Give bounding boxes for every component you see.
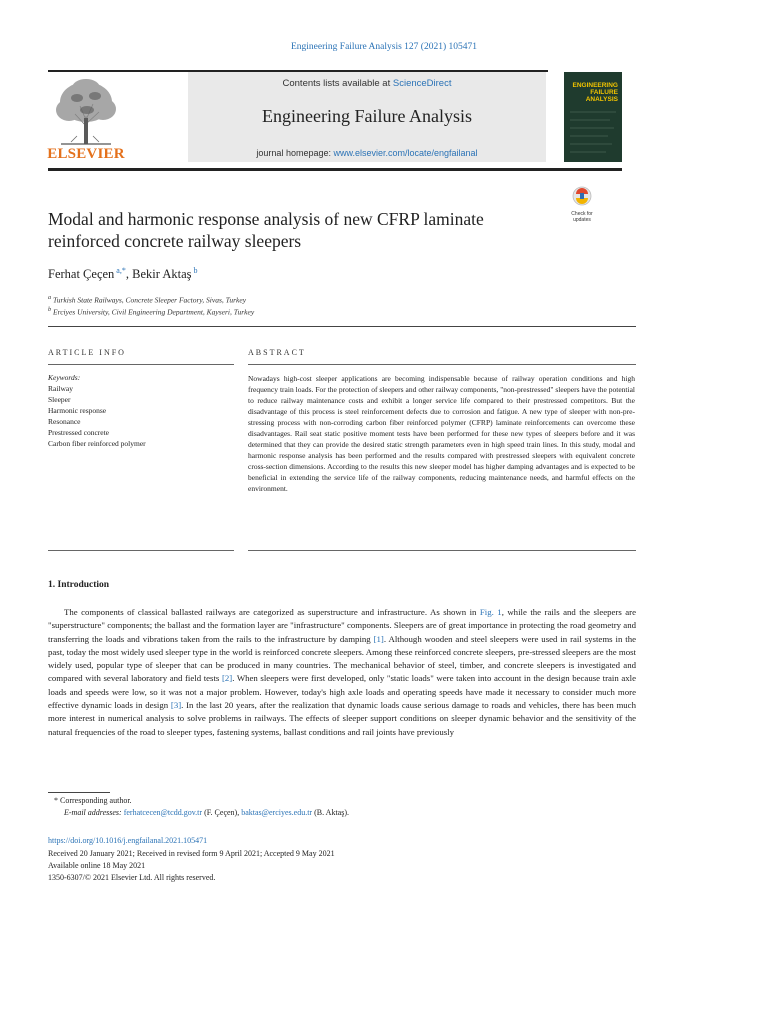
paragraph-text: . When sleepers were first developed, only "static loads" were taken into account in the design because train axle loads and speeds were low, so it was not a major problem. However, today's high axle loads and operating speeds have made it necessary to consider much more effective dynamic loads in design [48, 673, 637, 711]
check-for-updates-badge[interactable] [564, 186, 600, 226]
author-list: Ferhat Çeçen $^{a,*}$, Bekir Aktaş $^b$ [48, 266, 198, 282]
keyword-item: Harmonic response [48, 406, 107, 415]
keyword-item: Resonance [48, 417, 81, 426]
abstract-heading: ABSTRACT [248, 348, 306, 357]
citation-link[interactable]: [1] [373, 633, 384, 644]
affiliation-text: Turkish State Railways, Concrete Sleeper Factory, Sivas, Turkey [53, 295, 247, 305]
check-updates-label: Check for updates [571, 211, 593, 223]
cover-title-line: ENGINEERING [572, 82, 618, 89]
cover-pattern [570, 106, 616, 154]
article-info-heading: ARTICLE INFO [48, 348, 126, 357]
corresponding-author-note: * Corresponding author. [54, 796, 132, 805]
email-label: E-mail addresses: [64, 808, 124, 817]
journal-title: Engineering Failure Analysis [262, 106, 472, 126]
author-name: Bekir Aktaş [132, 267, 192, 282]
author-affiliation-marker[interactable]: a,* [116, 266, 126, 275]
received-dates: Received 20 January 2021; Received in revised form 9 April 2021; Accepted 9 May 2021 [48, 849, 335, 858]
footnote-rule [48, 792, 110, 793]
keyword-item: Prestressed concrete [48, 428, 110, 437]
email-addresses-note [64, 808, 349, 817]
sciencedirect-link[interactable]: ScienceDirect [392, 78, 452, 89]
citation-link[interactable]: [3] [170, 700, 182, 711]
doi-link[interactable]: https://doi.org/10.1016/j.engfailanal.2021.105471 [48, 836, 208, 845]
article-info-bottom-rule [48, 550, 234, 551]
header-bottom-rule [48, 168, 622, 171]
email-link[interactable]: ferhatcecen@tcdd.gov.tr [123, 808, 203, 817]
paragraph-text: , while the rails and the sleepers are "superstructure" components; the ballast and the formation layer are "infrastructure" components. Sleepers are of great importance in protecting the road geometry and transferring the loads and vibrations taken from the rails to the infrastructure by damping [48, 607, 636, 644]
contents-line [188, 78, 546, 89]
homepage-prefix: journal homepage: [256, 148, 334, 158]
elsevier-wordmark: ELSEVIER [47, 146, 125, 162]
introduction-paragraph [48, 606, 636, 739]
article-info-rule [48, 364, 234, 365]
affiliation-text: Erciyes University, Civil Engineering Department, Kayseri, Turkey [53, 307, 255, 317]
email-owner: (B. Aktaş). [312, 808, 349, 817]
keywords-label: Keywords: [48, 373, 81, 382]
email-owner: (F. Çeçen), [202, 808, 242, 817]
article-title: Modal and harmonic response analysis of new CFRP laminate reinforced concrete railway sleepers [48, 209, 484, 251]
journal-homepage-link[interactable]: www.elsevier.com/locate/engfailanal [333, 148, 478, 158]
keyword-item: Railway [48, 384, 73, 393]
affiliation-marker: b [48, 306, 52, 313]
citation-link[interactable]: [2] [221, 673, 233, 684]
abstract-bottom-rule [248, 550, 636, 551]
contents-prefix: Contents lists available at [282, 78, 393, 89]
abstract-body: Nowadays high-cost sleeper applications are becoming indispensable because of railway operation conditions and high frequency train loads. For the protection of sleepers and other railway components, "non-prestressed" sleepers have the potential to reduce railway maintenance costs and exhibit a longer service life compared to their prestressed competitors. But the disadvantage of this process is steel reinforcement defects due to corrosion and fatigue. A new type of sleeper with non-pre-stressing process with non-corroding carbon fiber reinforced polymer (CFRP) laminate reinforcements can overcome these disadvantages. Rail seat static positive moment tests have been performed for these new types of sleepers before and it was determined that they can provide the desired static strength parameters even in high speed train lines. In this study, modal and harmonic response analysis has been performed and the results compared with prestressed sleepers with equivalent concrete cross-section dimensions. According to the results this new sleeper model has higher damping advantages and is expected to be beneficial in extending the service life of the railway components, reducing maintenance needs, and harmful effects on the environment. [248, 374, 635, 493]
paragraph-text: . In the last 20 years, after the realization that dynamic loads cause serious damage to roads and vehicles, there has been much more interest in numerical analysis to solve problems in railways. The effects of sleeper support conditions on sleeper dynamic behavior and the sensitivity of the natural frequencies of the road to sleeper types, fastening systems, ballast conditions and rail joints have previously [48, 700, 636, 737]
affiliation-marker: a [48, 294, 52, 301]
affiliation-b [48, 306, 254, 317]
cover-title [564, 82, 622, 103]
keyword-item: Carbon fiber reinforced polymer [48, 439, 146, 448]
journal-homepage-line [188, 148, 546, 158]
affiliation-a [48, 294, 246, 305]
cover-title-line: FAILURE [590, 89, 618, 96]
journal-reference[interactable]: Engineering Failure Analysis 127 (2021) 105471 [290, 42, 477, 52]
abstract-rule [248, 364, 636, 365]
keyword-item: Sleeper [48, 395, 71, 404]
email-link[interactable]: baktas@erciyes.edu.tr [241, 808, 313, 817]
cover-title-line: ANALYSIS [585, 96, 618, 103]
available-online-date: Available online 18 May 2021 [48, 861, 146, 870]
section-heading-introduction: 1. Introduction [48, 580, 110, 590]
author-affiliation-marker[interactable]: b [193, 266, 198, 275]
copyright-line: 1350-6307/© 2021 Elsevier Ltd. All rights reserved. [48, 873, 216, 882]
keywords-list [48, 372, 234, 449]
figure-link[interactable]: Fig. 1 [479, 607, 502, 617]
check-updates-icon [572, 186, 592, 210]
paragraph-text: . Although wooden and steel sleepers were used in rail systems in the past, today the most widely used sleeper type in the world is reinforced concrete sleepers. Among these reinforced concrete sleepers, pre-stressed sleepers are the most widely used, popular type of sleeper that can be produced in many countries. The mechanical behavior of steel, timber, and concrete sleepers is investigated and compared with several laboratory and field tests [48, 633, 637, 684]
paragraph-text: The components of classical ballasted railways are categorized as superstructure and infrastructure. As shown in [64, 607, 480, 617]
author-name: Ferhat Çeçen [48, 267, 115, 282]
affiliation-divider [48, 326, 636, 327]
journal-cover-image[interactable] [564, 72, 622, 162]
